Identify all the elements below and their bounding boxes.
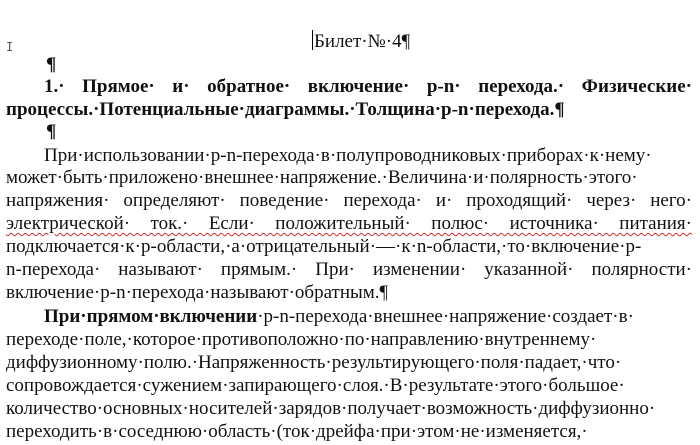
paragraph-1-line-6 <box>6 259 692 281</box>
question-heading-line-1-text: 1.· Прямое· и· обратное· включение· p-n· перехода.· Физические· <box>44 76 692 97</box>
paragraph-1-line-5-text: подключается·к·р-области,·а·отрицательный·—·к·n-области,·то·включение·р- <box>6 236 642 257</box>
paragraph-1-line-7-text: включение·p-n·перехода·называют·обратным.¶ <box>6 282 389 303</box>
paragraph-2-line-4 <box>6 375 692 397</box>
insertion-caret <box>312 30 313 50</box>
paragraph-2-line-4-text: сопровождается·сужением·запирающего·слоя.·В·результате·этого·большое· <box>6 375 625 396</box>
paragraph-1-line-2-text: может·быть·приложено·внешнее·напряжение.·Величина·и·полярность·этого· <box>6 167 638 188</box>
paragraph-1-line-3-text: напряжения· определяют· поведение· перехода· и· проходящий· через· него· <box>6 190 692 211</box>
question-heading-line-1 <box>44 76 692 98</box>
paragraph-2-line-3-text: диффузионному·полю.·Напряженность·результирующего·поля·падает,·что· <box>6 352 622 373</box>
paragraph-1-line-1 <box>44 145 692 167</box>
forward-bias-term: При·прямом·включении <box>44 306 258 327</box>
paragraph-2-line-5-text: количество·основных·носителей·зарядов·получает·возможность·диффузионно· <box>6 398 656 419</box>
empty-paragraph-mark: ¶ <box>46 54 57 75</box>
paragraph-2-line-5 <box>6 398 692 420</box>
paragraph-1-line-5 <box>6 236 692 258</box>
paragraph-2-line-1 <box>44 306 692 328</box>
paragraph-1-line-3 <box>6 190 692 212</box>
text-cursor-icon: I <box>6 40 14 54</box>
paragraph-2-line-3 <box>6 352 692 374</box>
paragraph-2-line-2-text: переходе·поле,·которое·противоположно·по·направлению·внутреннему· <box>6 329 597 350</box>
paragraph-1-line-7 <box>6 282 692 304</box>
ticket-title <box>312 30 410 53</box>
question-heading-line-2-text: процессы.·Потенциальные·диаграммы.·Толщина·p-n·перехода.¶ <box>6 99 565 120</box>
paragraph-2-line-6 <box>6 421 692 443</box>
ticket-title-text: Билет·№·4¶ <box>314 31 411 52</box>
paragraph-1-line-4-text: электрической· ток.· Если· положительный· полюс· источника· питания· <box>6 213 692 234</box>
paragraph-1-line-6-text: n-перехода· называют· прямым.· При· изменении· указанной· полярности· <box>6 259 692 280</box>
paragraph-1-line-2 <box>6 167 692 189</box>
paragraph-2-line-6-text: переходить·в·соседнюю·область·(ток·дрейфа·при·этом·не·изменяется,· <box>6 421 588 442</box>
paragraph-1-line-4 <box>6 213 692 235</box>
question-heading-line-2 <box>6 99 692 121</box>
empty-paragraph-mark: ¶ <box>46 121 57 142</box>
paragraph-2-line-1-text: ·p-n-перехода·внешнее·напряжение·создает·в· <box>257 306 634 327</box>
paragraph-1-line-1-text: При·использовании·p-n-перехода·в·полупроводниковых·приборах·к·нему· <box>44 145 652 166</box>
paragraph-2-line-2 <box>6 329 692 351</box>
